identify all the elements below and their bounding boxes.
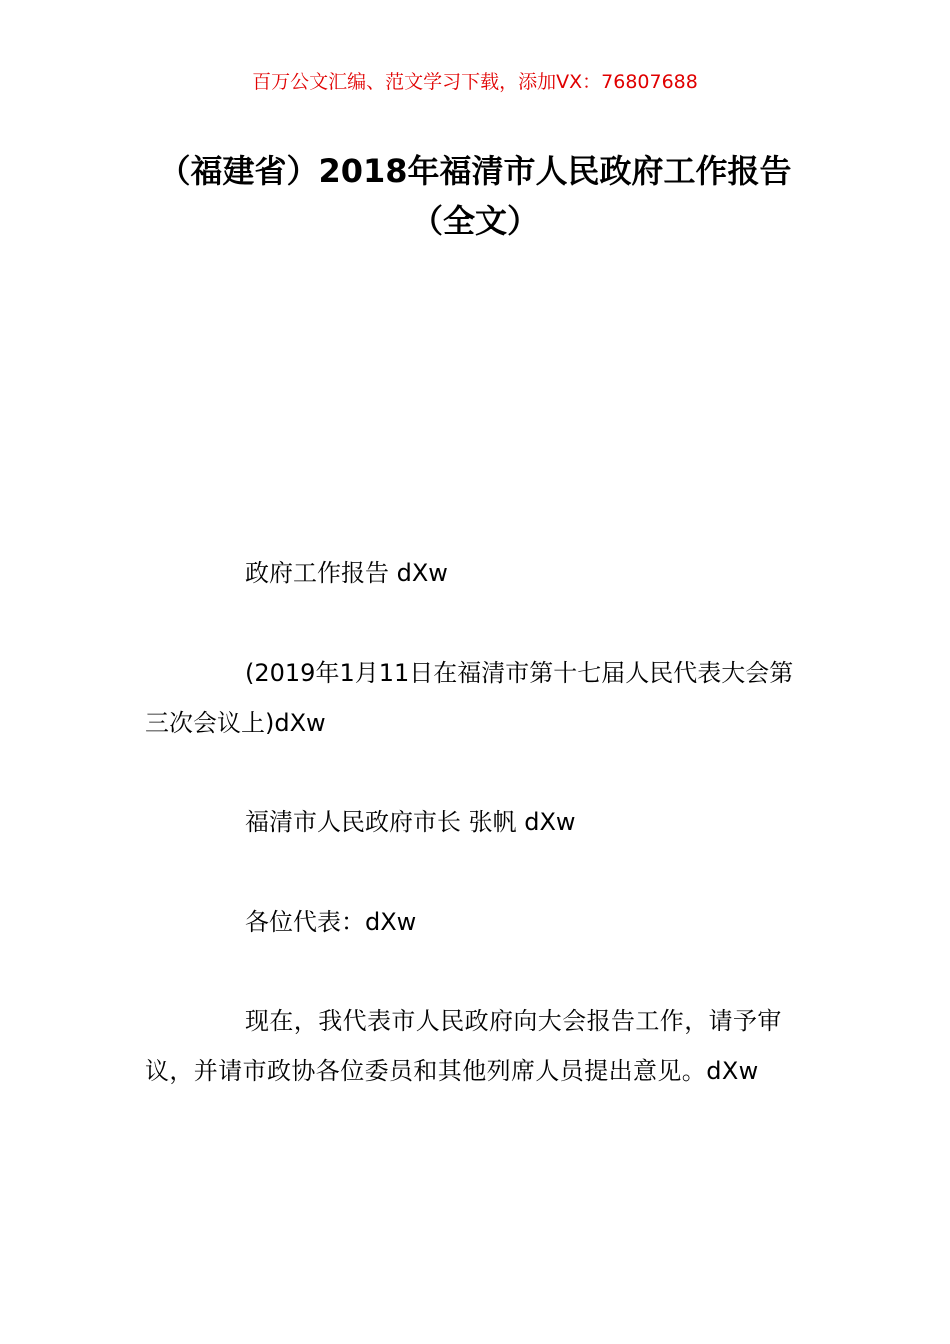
- document-title: （福建省）2018年福清市人民政府工作报告（全文）: [158, 152, 792, 240]
- paragraph-salutation: 各位代表：dXw: [245, 908, 417, 936]
- paragraph-meeting-date: (2019年1月11日在福清市第十七届人民代表大会第三次会议上)dXw: [145, 659, 794, 737]
- paragraph-report-label: 政府工作报告 dXw: [245, 559, 448, 587]
- paragraph-speaker: 福清市人民政府市长 张帆 dXw: [245, 808, 576, 836]
- paragraph-opening: 现在，我代表市人民政府向大会报告工作，请予审议，并请市政协各位委员和其他列席人员提出意见。dXw: [145, 1007, 782, 1085]
- header-promo-note: 百万公文汇编、范文学习下载，添加VX：76807688: [252, 71, 698, 93]
